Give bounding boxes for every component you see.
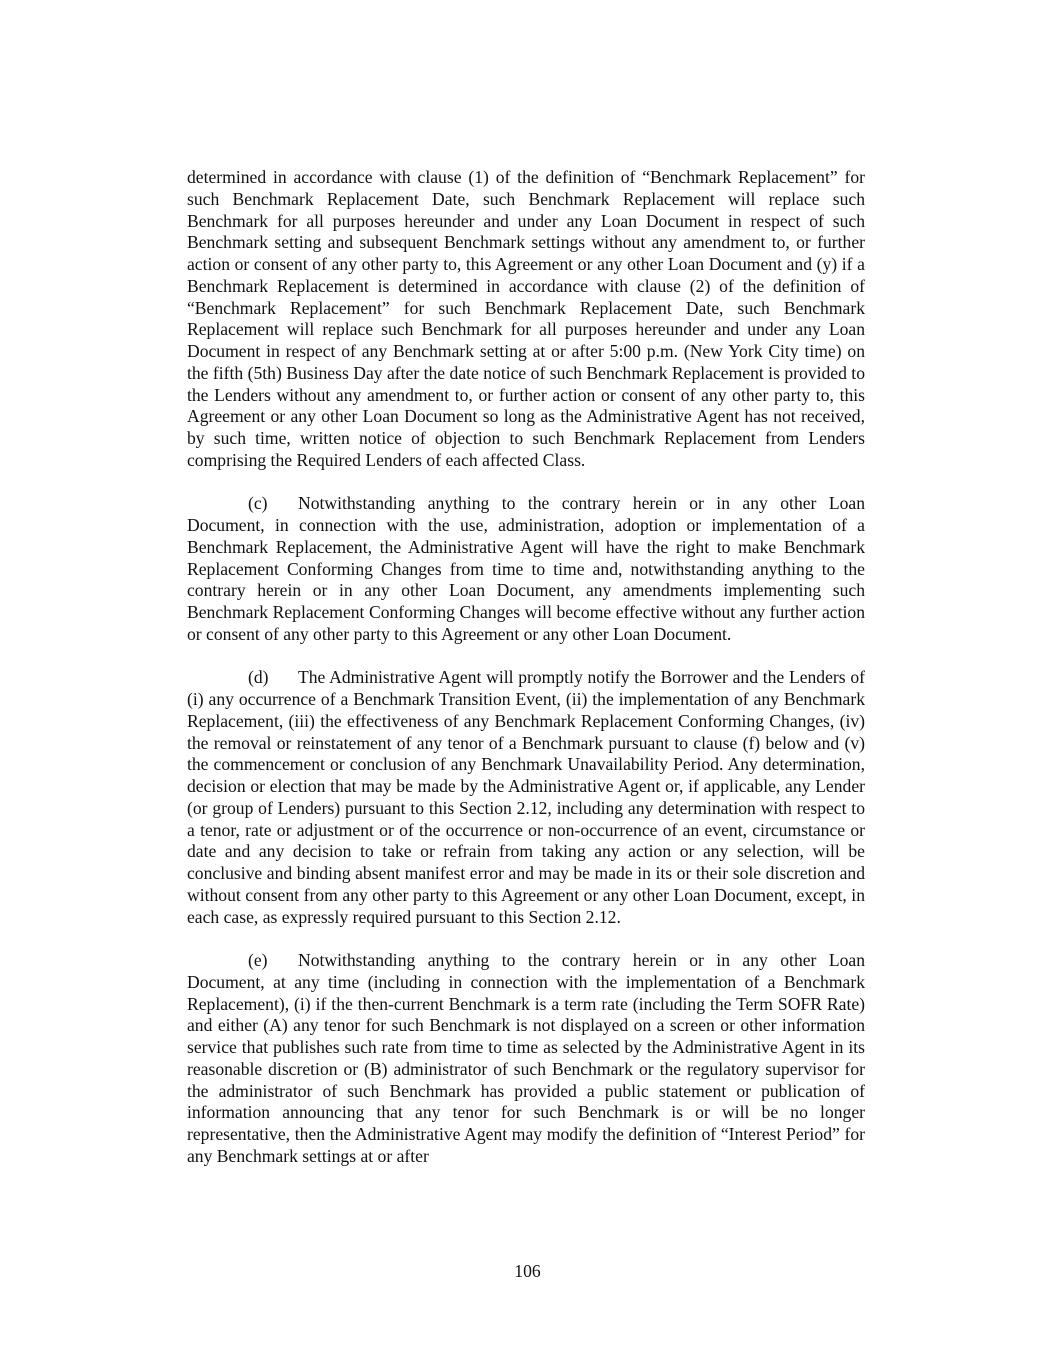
paragraph-text: The Administrative Agent will promptly notify the Borrower and the Lenders of (i) any occurrence of a Benchmark Transition Event, (ii) the implementation of any Benchmark Replacement, (iii) the effectiveness of any Benchmark Replacement Conforming Changes, (iv) the removal or reinstatement of any tenor of a Benchmark pursuant to clause (f) below and (v) the commencement or conclusion of any Benchmark Unavailability Period. Any determination, decision or election that may be made by the Administrative Agent or, if applicable, any Lender (or group of Lenders) pursuant to this Section 2.12, including any determination with respect to a tenor, rate or adjustment or of the occurrence or non-occurrence of an event, circumstance or date and any decision to take or refrain from taking any action or any selection, will be conclusive and binding absent manifest error and may be made in its or their sole discretion and without consent from any other party to this Agreement or any other Loan Document, except, in each case, as expressly required pursuant to this Section 2.12.: [187, 667, 865, 927]
paragraph-continuation: [187, 167, 865, 472]
paragraph-text: Notwithstanding anything to the contrary herein or in any other Loan Document, at any time (including in connection with the implementation of a Benchmark Replacement), (i) if the then-current Benchmark is a term rate (including the Term SOFR Rate) and either (A) any tenor for such Benchmark is not displayed on a screen or other information service that publishes such rate from time to time as selected by the Administrative Agent in its reasonable discretion or (B) administrator of such Benchmark or the regulatory supervisor for the administrator of such Benchmark has provided a public statement or publication of information announcing that any tenor for such Benchmark is or will be no longer representative, then the Administrative Agent may modify the definition of “Interest Period” for any Benchmark settings at or after: [187, 950, 865, 1166]
paragraph-label: (e): [248, 950, 268, 970]
paragraph-text: determined in accordance with clause (1) of the definition of “Benchmark Replacement” for such Benchmark Replacement Date, such Benchmark Replacement will replace such Benchmark for all purposes hereunder and under any Loan Document in respect of such Benchmark setting and subsequent Benchmark settings without any amendment to, or further action or consent of any other party to, this Agreement or any other Loan Document and (y) if a Benchmark Replacement is determined in accordance with clause (2) of the definition of “Benchmark Replacement” for such Benchmark Replacement Date, such Benchmark Replacement will replace such Benchmark for all purposes hereunder and under any Loan Document in respect of any Benchmark setting at or after 5:00 p.m. (New York City time) on the fifth (5th) Business Day after the date notice of such Benchmark Replacement is provided to the Lenders without any amendment to, or further action or consent of any other party to, this Agreement or any other Loan Document so long as the Administrative Agent has not received, by such time, written notice of objection to such Benchmark Replacement from Lenders comprising the Required Lenders of each affected Class.: [187, 167, 865, 470]
paragraph-label: (c): [248, 493, 268, 514]
paragraph-text: Notwithstanding anything to the contrary herein or in any other Loan Document, in connection with the use, administration, adoption or implementation of a Benchmark Replacement, the Administrative Agent will have the right to make Benchmark Replacement Conforming Changes from time to time and, notwithstanding anything to the contrary herein or in any other Loan Document, any amendments implementing such Benchmark Replacement Conforming Changes will become effective without any further action or consent of any other party to this Agreement or any other Loan Document.: [187, 493, 865, 644]
page-number: 106: [514, 1261, 541, 1281]
paragraph-d: [187, 667, 865, 928]
paragraph-c: [187, 493, 865, 645]
paragraph-e: [187, 950, 865, 1168]
paragraph-label: (d): [248, 667, 269, 688]
document-body: [187, 167, 865, 1189]
